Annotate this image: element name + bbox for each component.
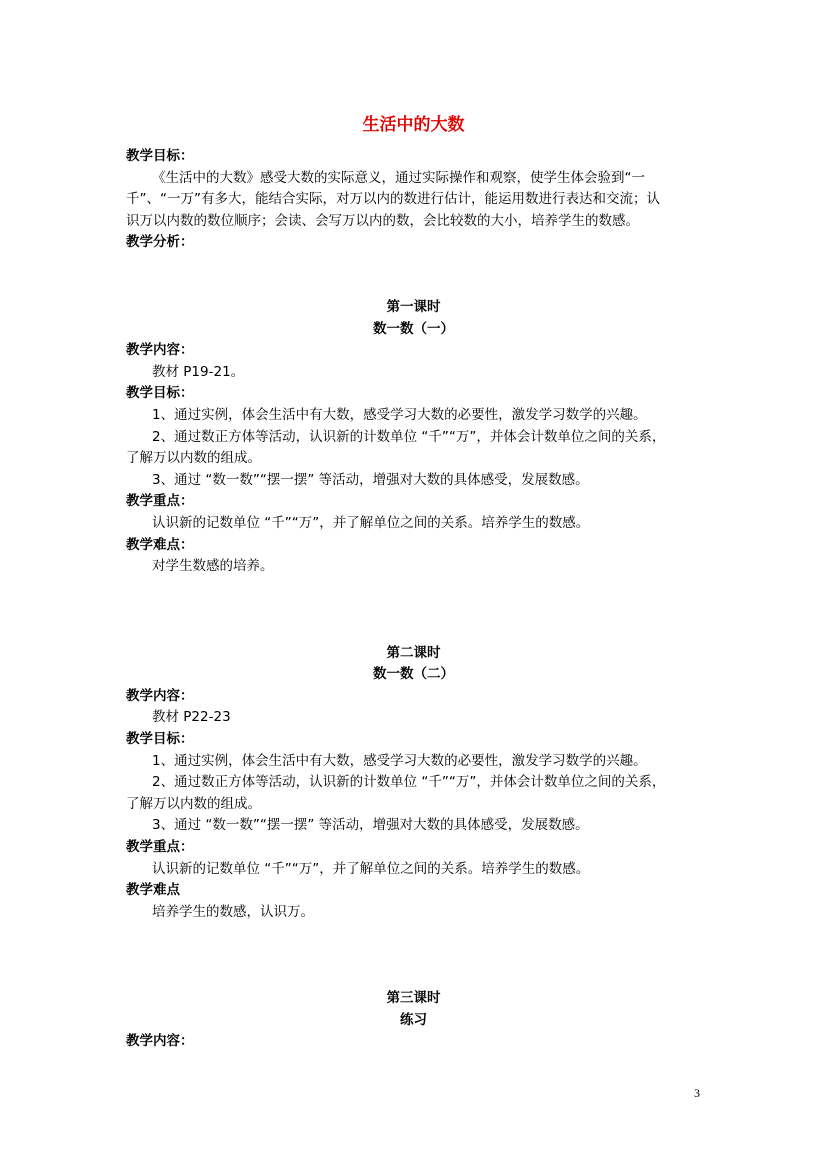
content-text: 教材 P22-23 [152,709,231,725]
goal-item: 3、通过 “数一数”“摆一摆” 等活动，增强对大数的具体感受，发展数感。 [152,817,589,833]
lesson-topic: 数一数（一） [373,321,454,337]
content-heading: 教学内容： [126,688,194,704]
goal-item: 3、通过 “数一数”“摆一摆” 等活动，增强对大数的具体感受，发展数感。 [152,472,589,488]
goal-heading: 教学目标： [126,148,194,164]
page-number: 3 [694,1086,700,1100]
content-heading: 教学内容： [126,1033,194,1049]
analysis-heading: 教学分析： [126,234,194,250]
lesson-topic: 数一数（二） [373,666,454,682]
goal-item: 1、通过实例，体会生活中有大数，感受学习大数的必要性，激发学习数学的兴趣。 [152,407,647,423]
goal-item: 了解万以内数的组成。 [126,796,261,812]
lesson-period: 第一课时 [386,299,441,315]
goal-item: 2、通过数正方体等活动，认识新的计数单位 “千”“万”，并体会计数单位之间的关系， [152,774,666,790]
focus-text: 认识新的记数单位 “千”“万”，并了解单位之间的关系。培养学生的数感。 [152,515,590,531]
goal-line: 识万以内数的数位顺序；会读、会写万以内的数，会比较数的大小，培养学生的数感。 [126,213,639,229]
lesson-topic: 练习 [400,1012,427,1028]
focus-text: 认识新的记数单位 “千”“万”，并了解单位之间的关系。培养学生的数感。 [152,861,590,877]
content-text: 教材 P19-21。 [152,364,245,380]
goal-item: 1、通过实例，体会生活中有大数，感受学习大数的必要性，激发学习数学的兴趣。 [152,753,647,769]
goal-item: 2、通过数正方体等活动，认识新的计数单位 “千”“万”，并体会计数单位之间的关系， [152,429,666,445]
difficulty-heading: 教学难点 [126,882,180,898]
goal-heading: 教学目标： [126,385,194,401]
lesson-period: 第二课时 [386,645,441,661]
lesson-period: 第三课时 [386,990,441,1006]
difficulty-text: 对学生数感的培养。 [152,558,274,574]
difficulty-heading: 教学难点： [126,537,194,553]
content-heading: 教学内容： [126,342,194,358]
goal-line: 千”、“一万”有多大，能结合实际，对万以内的数进行估计，能运用数进行表达和交流；认 [126,191,660,207]
document-title: 生活中的大数 [362,115,465,135]
difficulty-text: 培养学生的数感，认识万。 [152,904,314,920]
focus-heading: 教学重点： [126,493,194,509]
goal-line: 《生活中的大数》感受大数的实际意义，通过实际操作和观察，使学生体会验到“一 [152,170,645,186]
goal-heading: 教学目标： [126,731,194,747]
focus-heading: 教学重点： [126,839,194,855]
goal-item: 了解万以内数的组成。 [126,450,261,466]
